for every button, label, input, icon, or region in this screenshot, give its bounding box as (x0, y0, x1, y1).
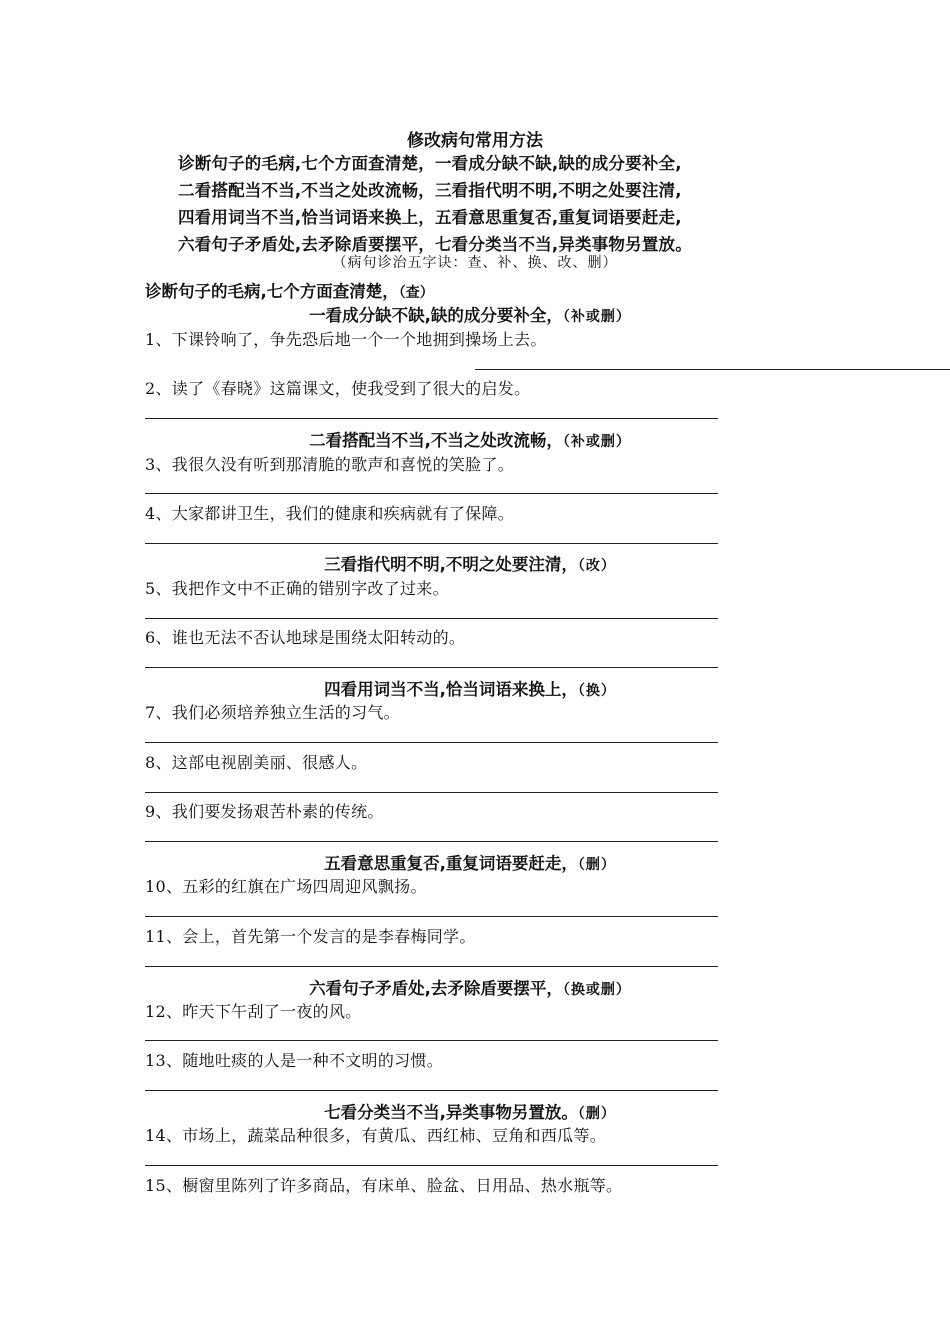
exercise-item-9: 9、我们要发扬艰苦朴素的传统。 (145, 802, 384, 821)
rhyme-block (178, 150, 778, 258)
intro-text: 诊断句子的毛病,七个方面查清楚， (145, 282, 399, 301)
rhyme-line: 诊断句子的毛病,七个方面查清楚，一看成分缺不缺,缺的成分要补全, (178, 154, 682, 173)
section-heading-6 (145, 975, 795, 999)
section-heading-text: 二看搭配当不当,不当之处改流畅， (309, 431, 563, 450)
exercise-item-15: 15、橱窗里陈列了许多商品，有床单、脸盆、日用品、热水瓶等。 (145, 1176, 623, 1195)
section-tag: （删） (577, 1106, 616, 1122)
section-heading-text: 四看用词当不当,恰当词语来换上， (324, 680, 578, 699)
answer-line (145, 1040, 718, 1041)
section-heading-3 (145, 551, 795, 575)
exercise-item-4: 4、大家都讲卫生，我们的健康和疾病就有了保障。 (145, 504, 515, 523)
section-heading-text: 六看句子矛盾处,去矛除盾要摆平， (309, 979, 563, 998)
section-heading-4 (145, 676, 795, 700)
answer-line (145, 1090, 718, 1091)
answer-line (145, 792, 718, 793)
section-tag: （换或删） (562, 982, 631, 998)
answer-line (145, 841, 718, 842)
answer-line (145, 493, 718, 494)
rhyme-line: 六看句子矛盾处,去矛除盾要摆平，七看分类当不当,异类事物另置放。 (178, 235, 692, 254)
mnemonic-note: （病句诊治五字诀：查、补、换、改、删） (332, 255, 618, 271)
exercise-item-11: 11、会上，首先第一个发言的是李春梅同学。 (145, 927, 476, 946)
section-tag: （补或删） (562, 434, 631, 450)
exercise-item-13: 13、随地吐痰的人是一种不文明的习惯。 (145, 1051, 444, 1070)
exercise-item-3: 3、我很久没有听到那清脆的歌声和喜悦的笑脸了。 (145, 455, 515, 474)
answer-line (145, 966, 718, 967)
answer-line (475, 369, 950, 370)
section-tag: （换） (577, 683, 616, 699)
exercise-item-10: 10、五彩的红旗在广场四周迎风飘扬。 (145, 877, 427, 896)
rhyme-line: 四看用词当不当,恰当词语来换上，五看意思重复否,重复词语要赶走, (178, 208, 682, 227)
rhyme-line: 二看搭配当不当,不当之处改流畅，三看指代明不明,不明之处要注清, (178, 181, 682, 200)
section-tag: （补或删） (562, 309, 631, 325)
section-tag: （改） (577, 558, 616, 574)
section-heading-2 (145, 427, 795, 451)
section-heading-5 (145, 850, 795, 874)
exercise-item-2: 2、读了《春晓》这篇课文，使我受到了很大的启发。 (145, 379, 531, 398)
section-heading-7 (145, 1099, 795, 1123)
answer-line (145, 543, 718, 544)
exercise-item-6: 6、谁也无法不否认地球是围绕太阳转动的。 (145, 628, 466, 647)
intro-line (145, 278, 434, 302)
section-heading-text: 五看意思重复否,重复词语要赶走， (324, 854, 578, 873)
page-title: 修改病句常用方法 (407, 131, 543, 151)
exercise-item-8: 8、这部电视剧美丽、很感人。 (145, 753, 368, 772)
exercise-item-12: 12、昨天下午刮了一夜的风。 (145, 1002, 362, 1021)
answer-line (145, 916, 718, 917)
answer-line (145, 667, 718, 668)
section-heading-text: 三看指代明不明,不明之处要注清， (324, 555, 578, 574)
exercise-item-5: 5、我把作文中不正确的错别字改了过来。 (145, 579, 449, 598)
answer-line (145, 618, 718, 619)
section-tag: （删） (577, 857, 616, 873)
answer-line (145, 742, 718, 743)
exercise-item-14: 14、市场上，蔬菜品种很多，有黄瓜、西红柿、豆角和西瓜等。 (145, 1126, 607, 1145)
exercise-item-1: 1、下课铃响了，争先恐后地一个一个地拥到操场上去。 (145, 330, 547, 349)
section-heading-text: 一看成分缺不缺,缺的成分要补全， (309, 306, 563, 325)
exercise-item-7: 7、我们必须培养独立生活的习气。 (145, 703, 400, 722)
answer-line (145, 418, 718, 419)
intro-tag: （查） (398, 285, 434, 301)
section-heading-1 (145, 302, 795, 326)
section-heading-text: 七看分类当不当,异类事物另置放。 (324, 1103, 578, 1122)
answer-line (145, 1165, 718, 1166)
